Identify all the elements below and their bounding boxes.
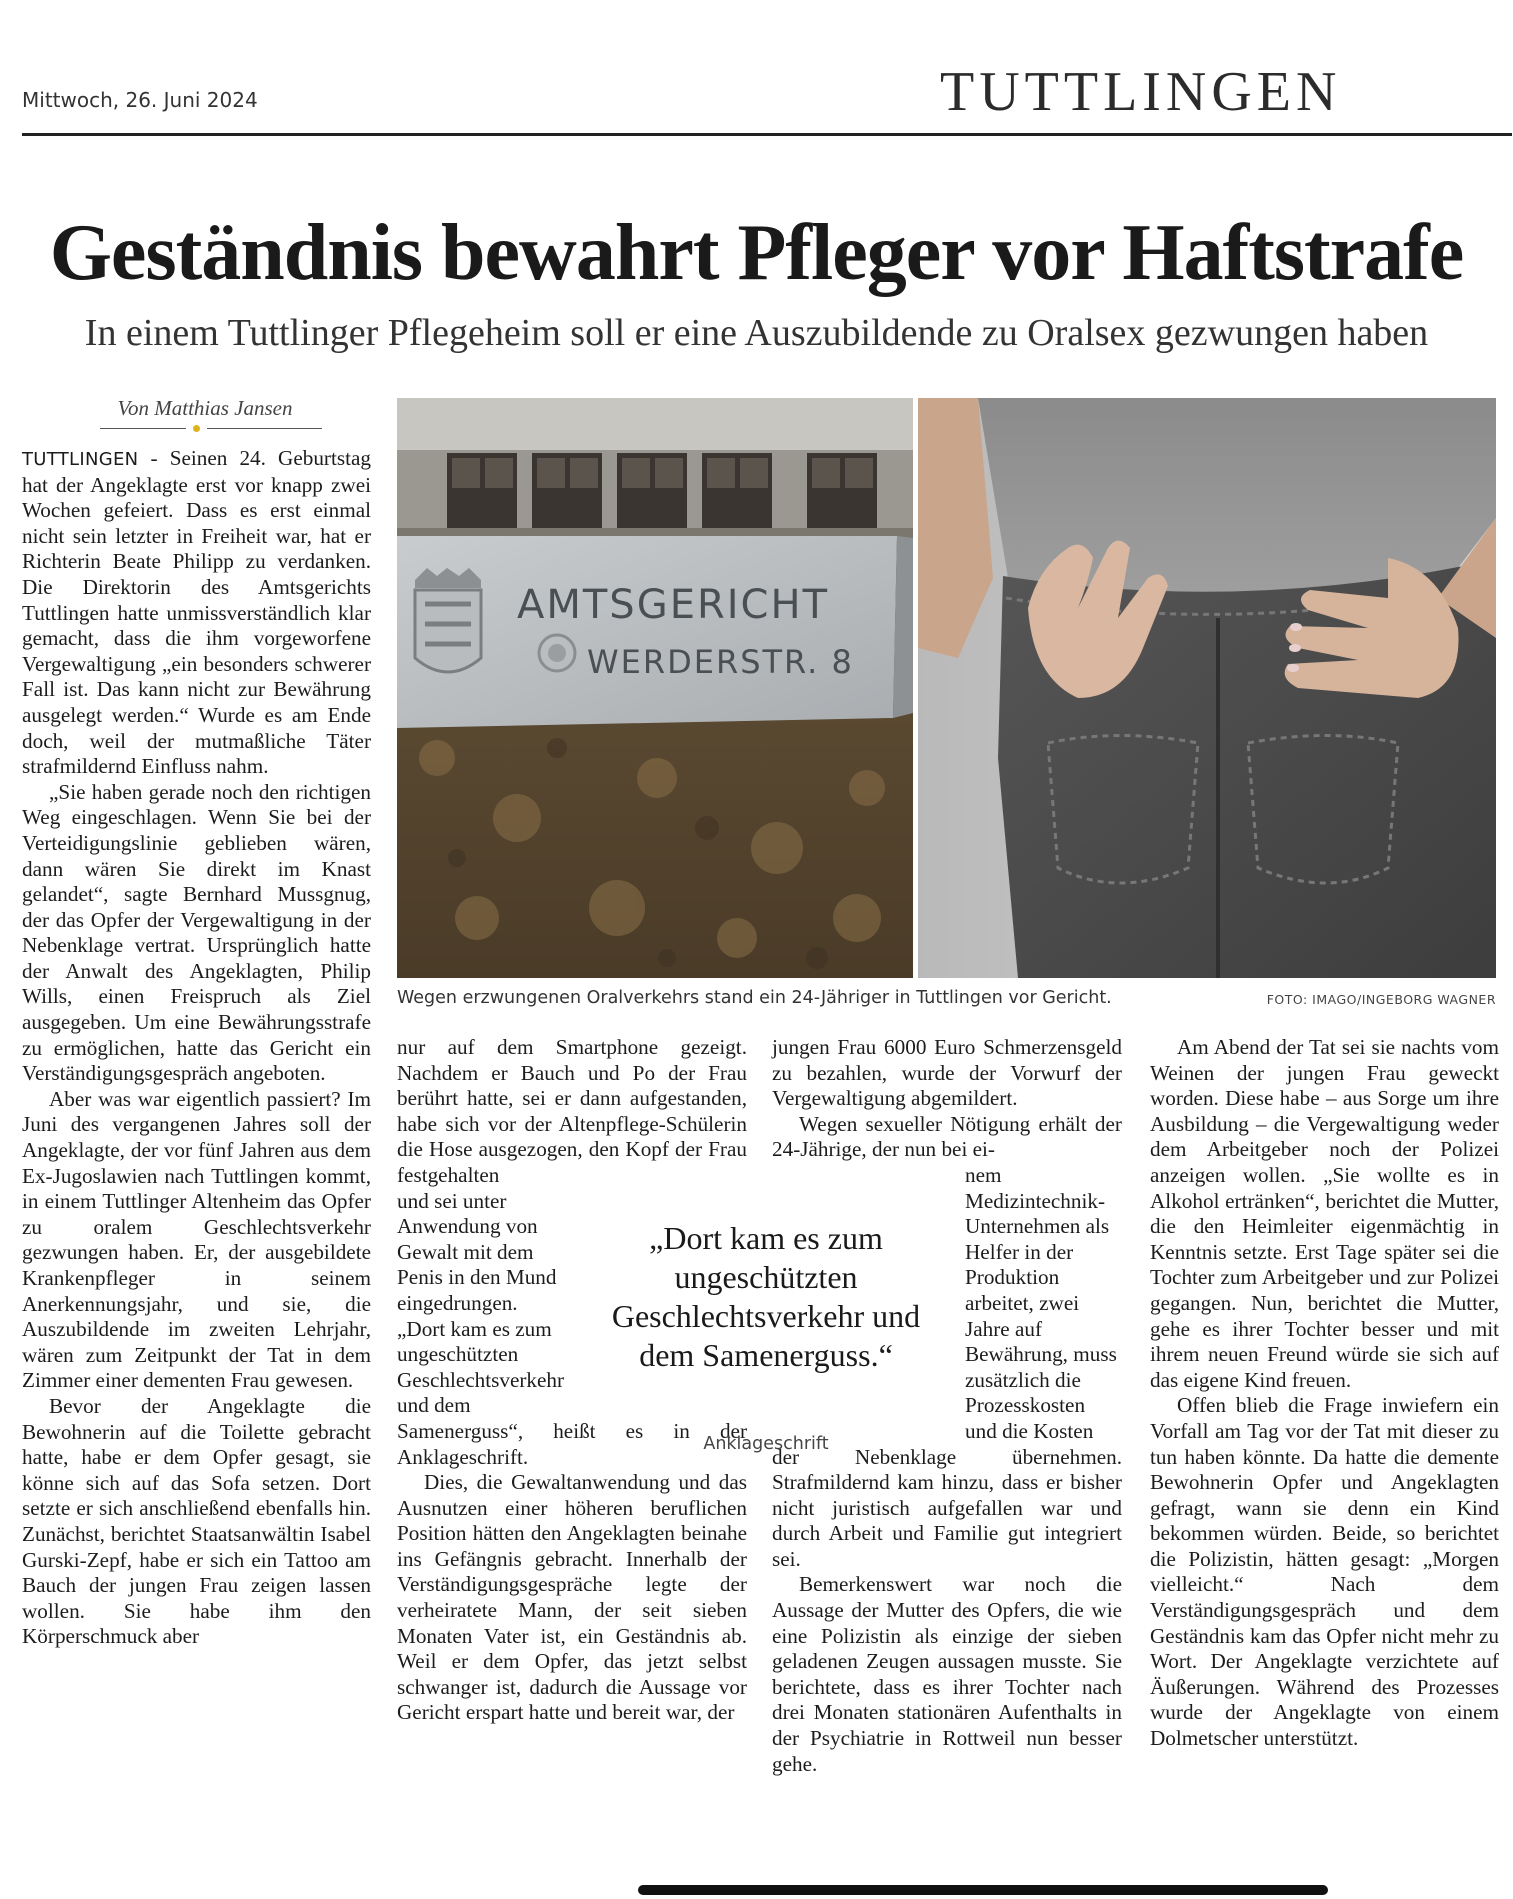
paragraph: nem Medizintechnik-Unternehmen als Helfer in der Produktion arbeitet, zwei Jahre auf Bewährung, muss zusätzlich die Prozesskosten und die Kosten: [965, 1162, 1117, 1443]
home-indicator[interactable]: [638, 1885, 1328, 1895]
subheadline: In einem Tuttlinger Pflegeheim soll er eine Auszubildende zu Oralsex gezwungen haben: [84, 312, 1429, 354]
header-rule: [22, 133, 1512, 136]
byline-dot: [193, 425, 200, 432]
paragraph: „Sie haben gerade noch den richtigen Weg eingeschlagen. Wenn Sie bei der Verteidigungslinie geblieben wären, dann wären Sie direkt im Knast gelandet“, sagte Bernhard Mussgnug, der das Opfer der Vergewaltigung in der Nebenklage vertrat. Ursprünglich hatte der Anwalt des Angeklagten, Philip Wills, einen Freispruch als Ziel ausgegeben. Um eine Bewährungsstrafe zu ermöglichen, hatte das Gericht ein Verständigungsgespräch angeboten.: [22, 779, 371, 1086]
article-column-4: [1150, 1035, 1499, 1752]
paragraph: und sei unter Anwendung von Gewalt mit dem Penis in den Mund eingedrungen. „Dort kam es zum ungeschützten Geschlechtsverkehr und dem: [397, 1188, 565, 1418]
sign-text-address: WERDERSTR. 8: [587, 643, 854, 681]
paragraph: Bevor der Angeklagte die Bewohnerin auf die Toilette gebracht hatte, habe er dem Opfer gesagt, sie könne sich auf das Sofa setzen. Dort setzte er sich anschließend ebenfalls hin. Zunächst, berichtet Staatsanwältin Isabel Gurski-Zepf, habe er sich ein Tattoo am Bauch der jungen Frau zeigen lassen wollen. Sie habe ihm den Körperschmuck aber: [22, 1393, 371, 1649]
photo-credit: FOTO: IMAGO/INGEBORG WAGNER: [1266, 992, 1496, 1007]
paragraph: Wegen sexueller Nötigung erhält der 24-Jährige, der nun bei ei-: [772, 1111, 1122, 1162]
paragraph: Aber was war eigentlich passiert? Im Juni des vergangenen Jahres soll der Angeklagte, der vor fünf Jahren aus dem Ex-Jugoslawien nach Tuttlingen kommt, in einem Tuttlinger Altenheim das Opfer zu oralem Geschlechtsverkehr gezwungen haben. Er, der ausgebildete Krankenpfleger in seinem Anerkennungsjahr, und sie, die Auszubildende im zweiten Lehrjahr, wären zum Zeitpunkt der Tat in dem Zimmer einer dementen Frau gewesen.: [22, 1086, 371, 1393]
pull-quote-source: Anklageschrift: [703, 1434, 829, 1454]
pull-quote: „Dort kam es zum ungeschützten Geschlechtsverkehr und dem Samenerguss.“: [611, 1220, 921, 1373]
section-title: TUTTLINGEN: [940, 61, 1342, 123]
dateline: TUTTLINGEN: [22, 449, 139, 470]
sign-text-court: AMTSGERICHT: [517, 582, 829, 628]
paragraph: TUTTLINGEN - Seinen 24. Geburtstag hat der Angeklagte erst vor knapp zwei Wochen gefeiert. Dass es erst einmal nicht sein letzter in Freiheit war, hat er Richterin Beate Philipp zu verdanken. Die Direktorin des Amtsgerichts Tuttlingen hatte unmissverständlich klar gemacht, dass die ihm vorgeworfene Vergewaltigung „ein besonders schwerer Fall ist. Das kann nicht zur Bewährung ausgelegt werden.“ Wurde es am Ende doch, weil der mutmaßliche Täter strafmildernd Einfluss nahm.: [22, 446, 371, 779]
paragraph: jungen Frau 6000 Euro Schmerzensgeld zu bezahlen, wurde der Vorwurf der Vergewaltigung abgemildert.: [772, 1035, 1122, 1111]
paragraph: Offen blieb die Frage inwiefern ein Vorfall am Tag vor der Tat mit dieser zu tun haben könnte. Da hatte die demente Bewohnerin Opfer und Angeklagten gefragt, wann sie denn ein Kind bekommen würden. Beide, so berichtet die Polizistin, hätten gesagt: „Morgen vielleicht.“ Nach dem Verständigungsgespräch und dem Geständnis kam das Opfer nicht mehr zu Wort. Der Angeklagte verzichtete auf Äußerungen. Während des Prozesses wurde der Angeklagte von einem Dolmetscher unterstützt.: [1150, 1393, 1499, 1751]
paragraph: der Nebenklage übernehmen. Strafmildernd kam hinzu, dass er bisher nicht juristisch aufgefallen war und durch Arbeit und Familie gut integriert sei.: [772, 1444, 1122, 1571]
article-column-2: [397, 1035, 747, 1726]
byline-rule-right: [207, 428, 322, 429]
byline-rule-left: [100, 428, 186, 429]
jeans-hands-photo: [918, 398, 1496, 978]
article-column-1: [22, 446, 371, 1650]
issue-date: Mittwoch, 26. Juni 2024: [22, 88, 258, 112]
photo-caption: Wegen erzwungenen Oralverkehrs stand ein 24-Jähriger in Tuttlingen vor Gericht.: [397, 988, 1112, 1008]
paragraph: Dies, die Gewaltanwendung und das Ausnutzen einer höheren beruflichen Position hätten den Angeklagten beinahe ins Gefängnis gebracht. Innerhalb der Verständigungsgespräche legte der verheiratete Mann, der seit sieben Monaten Vater ist, ein Geständnis ab. Weil er dem Opfer, das jetzt selbst schwanger ist, dadurch die Aussage vor Gericht erspart hatte und bereit war, der: [397, 1470, 747, 1725]
article-column-3: [772, 1035, 1122, 1777]
paragraph: Bemerkenswert war noch die Aussage der Mutter des Opfers, die wie eine Polizistin als einzige der sieben geladenen Zeugen aussagen musste. Sie berichtete, dass es ihrer Tochter nach drei Monaten stationären Aufenthalts in der Psychiatrie in Rottweil nun besser gehe.: [772, 1572, 1122, 1776]
paragraph: Samenerguss“, heißt es in der Anklageschrift.: [397, 1418, 747, 1469]
byline: Von Matthias Jansen: [117, 396, 293, 420]
paragraph: nur auf dem Smartphone gezeigt. Nachdem er Bauch und Po der Frau berührt hatte, sei er dann aufgestanden, habe sich vor der Altenpflege-Schülerin die Hose ausgezogen, den Kopf der Frau festgehalten: [397, 1035, 747, 1187]
court-sign-photo: [397, 398, 913, 978]
paragraph: Am Abend der Tat sei sie nachts vom Weinen der jungen Frau geweckt worden. Diese habe – aus Sorge um ihre Ausbildung – die Vergewaltigung weder dem Arbeitgeber noch der Polizei anzeigen wollen. „Sie wollte es in Alkohol ertränken“, berichtet die Mutter, die den Heimleiter eigenmächtig in Kenntnis setzte. Erst Tage später sei die Tochter zum Arbeitgeber und zur Polizei gegangen. Nun, berichtet die Mutter, gehe es ihrer Tochter besser und mit ihrem neuen Freund würde sie sich auf das eigene Kind freuen.: [1150, 1035, 1499, 1392]
headline: Geständnis bewahrt Pfleger vor Haftstrafe: [49, 209, 1464, 297]
